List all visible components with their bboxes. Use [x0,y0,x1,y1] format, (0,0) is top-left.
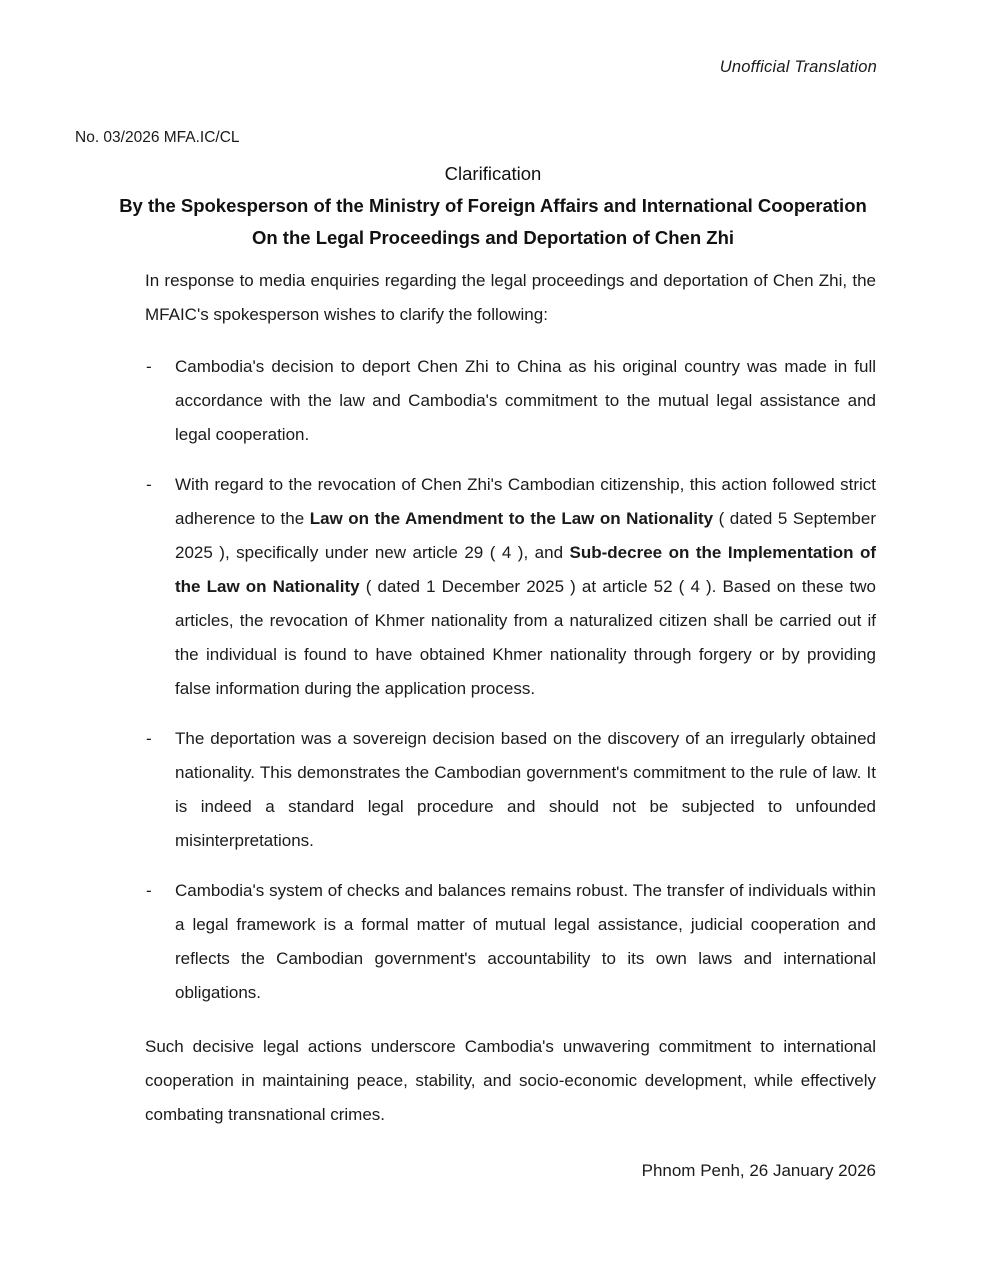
document-body [145,264,876,1188]
title-block [108,158,878,254]
bullet-marker: - [146,475,152,494]
clarification-points-list [145,350,876,1010]
list-item [145,722,876,858]
bullet-marker: - [146,881,152,900]
document-title-line-3: On the Legal Proceedings and Deportation of Chen Zhi [251,227,735,248]
list-item [145,874,876,1010]
closing-paragraph: Such decisive legal actions underscore Cambodiaʹs unwavering commitment to international cooperation in maintaining peace, stability, and socio-economic development, while effectively combating transnational crimes. [145,1037,876,1124]
closing-block [145,1030,876,1132]
intro-block [145,264,876,332]
reference-number: No. 03/2026 MFA.IC/CL [75,129,240,146]
list-item [145,468,876,706]
list-item-text: With regard to the revocation of Chen Zhiʹs Cambodian citizenship, this action followed strict adherence to the Law on the Amendment to the Law on Nationality ( dated 5 September 2025 ), specifically under new article 29 ( 4 ), and Sub-decree on the Implementation of the Law on Nationality ( dated 1 December 2025 ) at article 52 ( 4 ). Based on these two articles, the revocation of Khmer nationality from a naturalized citizen shall be carried out if the individual is found to have obtained Khmer nationality through forgery or by providing false information during the application process. [175,475,877,698]
list-item-text: Cambodiaʹs system of checks and balances remains robust. The transfer of individuals within a legal framework is a formal matter of mutual legal assistance, judicial cooperation and reflects the Cambodian government's accountability to its own laws and international obligations. [175,881,876,1002]
document-title-line-1: Clarification [444,163,542,184]
document-title-line-2: By the Spokesperson of the Ministry of Foreign Affairs and International Cooperation [119,195,867,216]
list-item [145,350,876,452]
bullet-marker: - [146,729,152,748]
list-item-text: The deportation was a sovereign decision based on the discovery of an irregularly obtained nationality. This demonstrates the Cambodian government's commitment to the rule of law. It is indeed a standard legal procedure and should not be subjected to unfounded misinterpretations. [175,729,876,850]
bullet-marker: - [146,357,152,376]
signature-place-date: Phnom Penh, 26 January 2026 [641,1161,876,1180]
list-item-text: Cambodiaʹs decision to deport Chen Zhi to China as his original country was made in full accordance with the law and Cambodiaʹs commitment to the mutual legal assistance and legal cooperation. [175,357,876,444]
intro-paragraph: In response to media enquiries regarding the legal proceedings and deportation of Chen Zhi, the MFAICʹs spokesperson wishes to clarify the following: [145,271,876,324]
unofficial-translation-note: Unofficial Translation [719,58,877,76]
